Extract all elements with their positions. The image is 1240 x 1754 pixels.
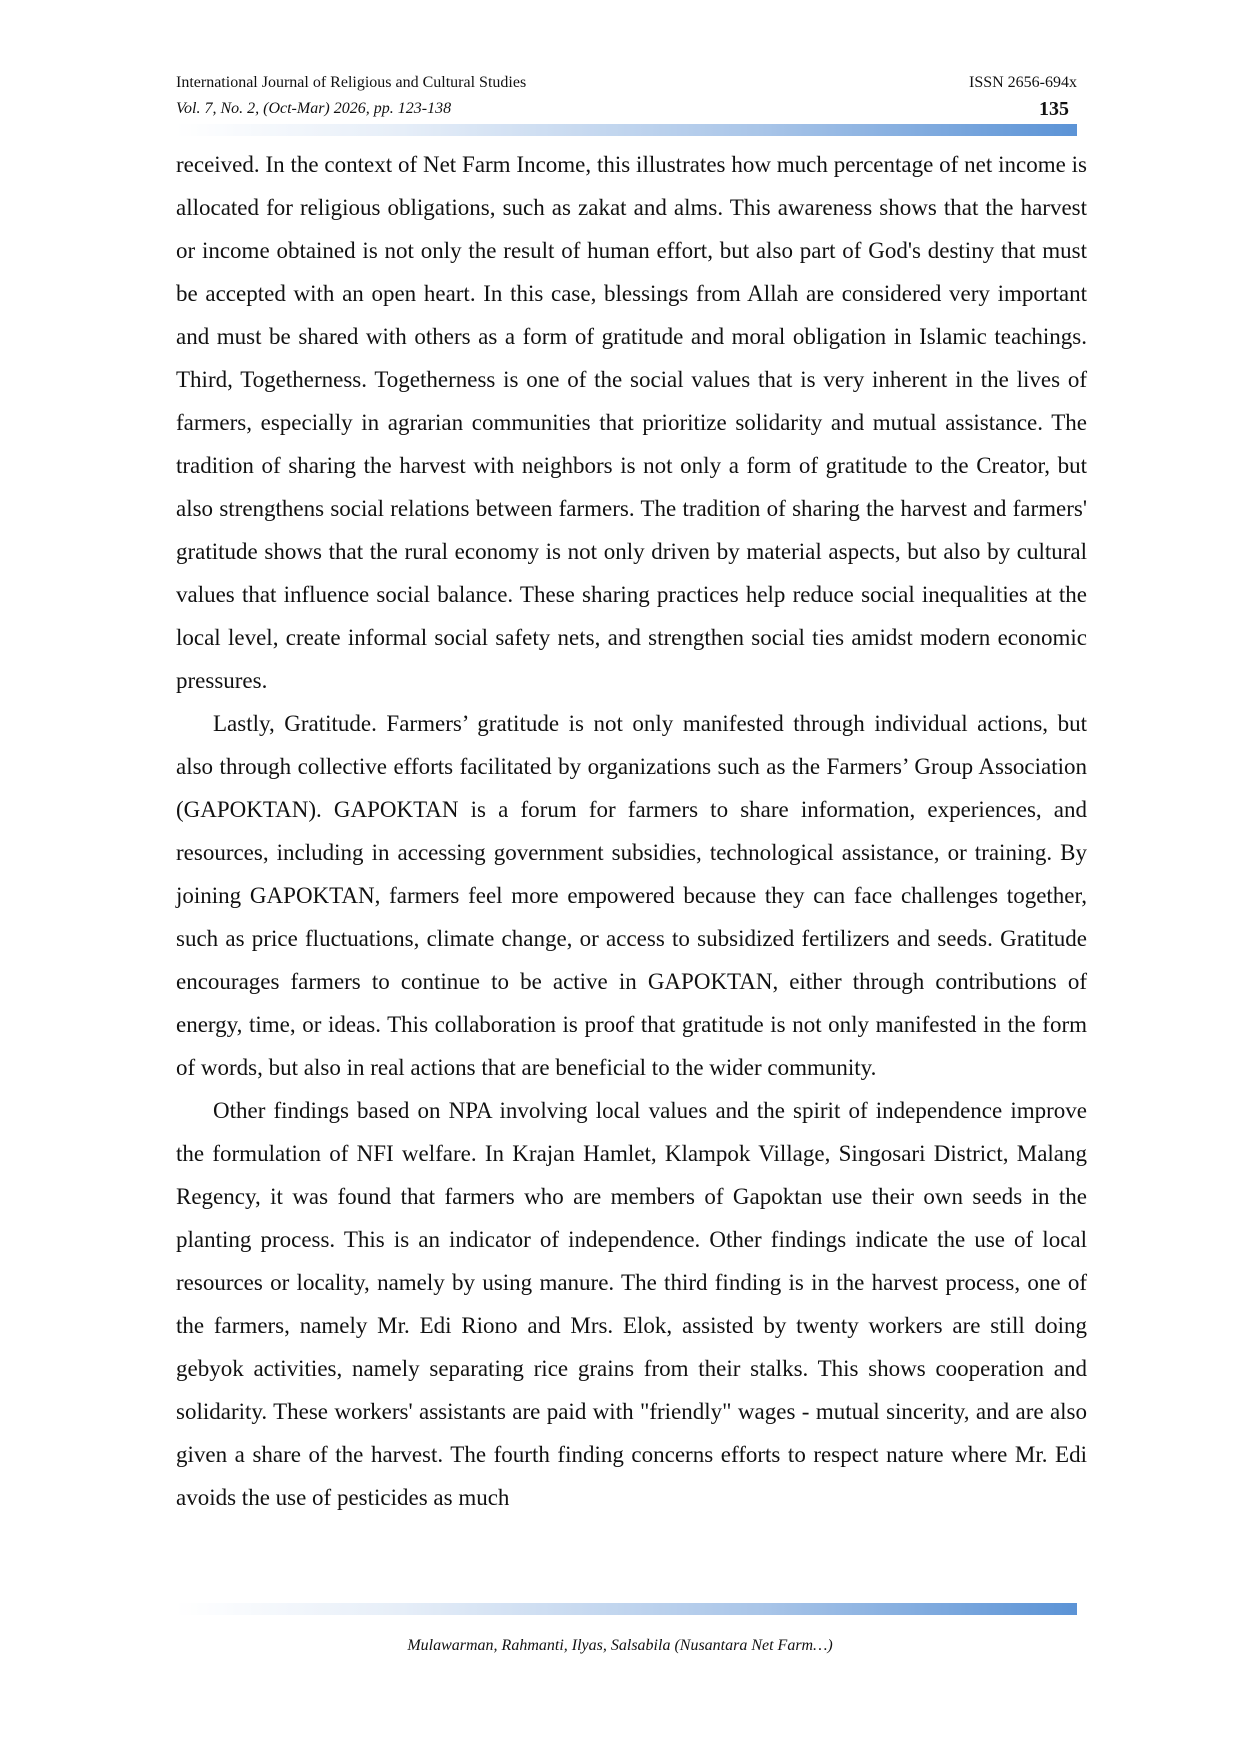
page-number: 135 — [1039, 98, 1069, 120]
paragraph-gratitude: Lastly, Gratitude. Farmers’ gratitude is not only manifested through individual actions, but also through collective efforts facilitated by organizations such as the Farmers’ Group Association (GAPOKTAN). GAPOKTAN is a forum for farmers to share information, experiences, and resources, including in accessing government subsidies, technological assistance, or training. By joining GAPOKTAN, farmers feel more empowered because they can face challenges together, such as price fluctuations, climate change, or access to subsidized fertilizers and seeds. Gratitude encourages farmers to continue to be active in GAPOKTAN, either through contributions of energy, time, or ideas. This collaboration is proof that gratitude is not only manifested in the form of words, but also in real actions that are beneficial to the wider community. — [176, 711, 1087, 1080]
issn: ISSN 2656-694x — [968, 74, 1077, 91]
body-text — [176, 143, 1087, 1519]
journal-title: International Journal of Religious and Cultural Studies — [176, 74, 527, 91]
footer-rule — [176, 1603, 1077, 1615]
page-header — [176, 74, 1077, 124]
running-footer: Mulawarman, Rahmanti, Ilyas, Salsabila (Nusantara Net Farm…) — [407, 1637, 833, 1654]
header-rule — [176, 124, 1077, 136]
paragraph-continued: received. In the context of Net Farm Income, this illustrates how much percentage of net income is allocated for religious obligations, such as zakat and alms. This awareness shows that the harvest or income obtained is not only the result of human effort, but also part of God's destiny that must be accepted with an open heart. In this case, blessings from Allah are considered very important and must be shared with others as a form of gratitude and moral obligation in Islamic teachings. Third, Togetherness. Togetherness is one of the social values that is very inherent in the lives of farmers, especially in agrarian communities that prioritize solidarity and mutual assistance. The tradition of sharing the harvest with neighbors is not only a form of gratitude to the Creator, but also strengthens social relations between farmers. The tradition of sharing the harvest and farmers' gratitude shows that the rural economy is not only driven by material aspects, but also by cultural values that influence social balance. These sharing practices help reduce social inequalities at the local level, create informal social safety nets, and strengthen social ties amidst modern economic pressures. — [176, 152, 1087, 693]
paragraph-other-findings: Other findings based on NPA involving local values and the spirit of independence improve the formulation of NFI welfare. In Krajan Hamlet, Klampok Village, Singosari District, Malang Regency, it was found that farmers who are members of Gapoktan use their own seeds in the planting process. This is an indicator of independence. Other findings indicate the use of local resources or locality, namely by using manure. The third finding is in the harvest process, one of the farmers, namely Mr. Edi Riono and Mrs. Elok, assisted by twenty workers are still doing gebyok activities, namely separating rice grains from their stalks. This shows cooperation and solidarity. These workers' assistants are paid with "friendly" wages - mutual sincerity, and are also given a share of the harvest. The fourth finding concerns efforts to respect nature where Mr. Edi avoids the use of pesticides as much — [176, 1098, 1087, 1510]
journal-volume-info: Vol. 7, No. 2, (Oct-Mar) 2026, pp. 123-138 — [176, 100, 452, 117]
